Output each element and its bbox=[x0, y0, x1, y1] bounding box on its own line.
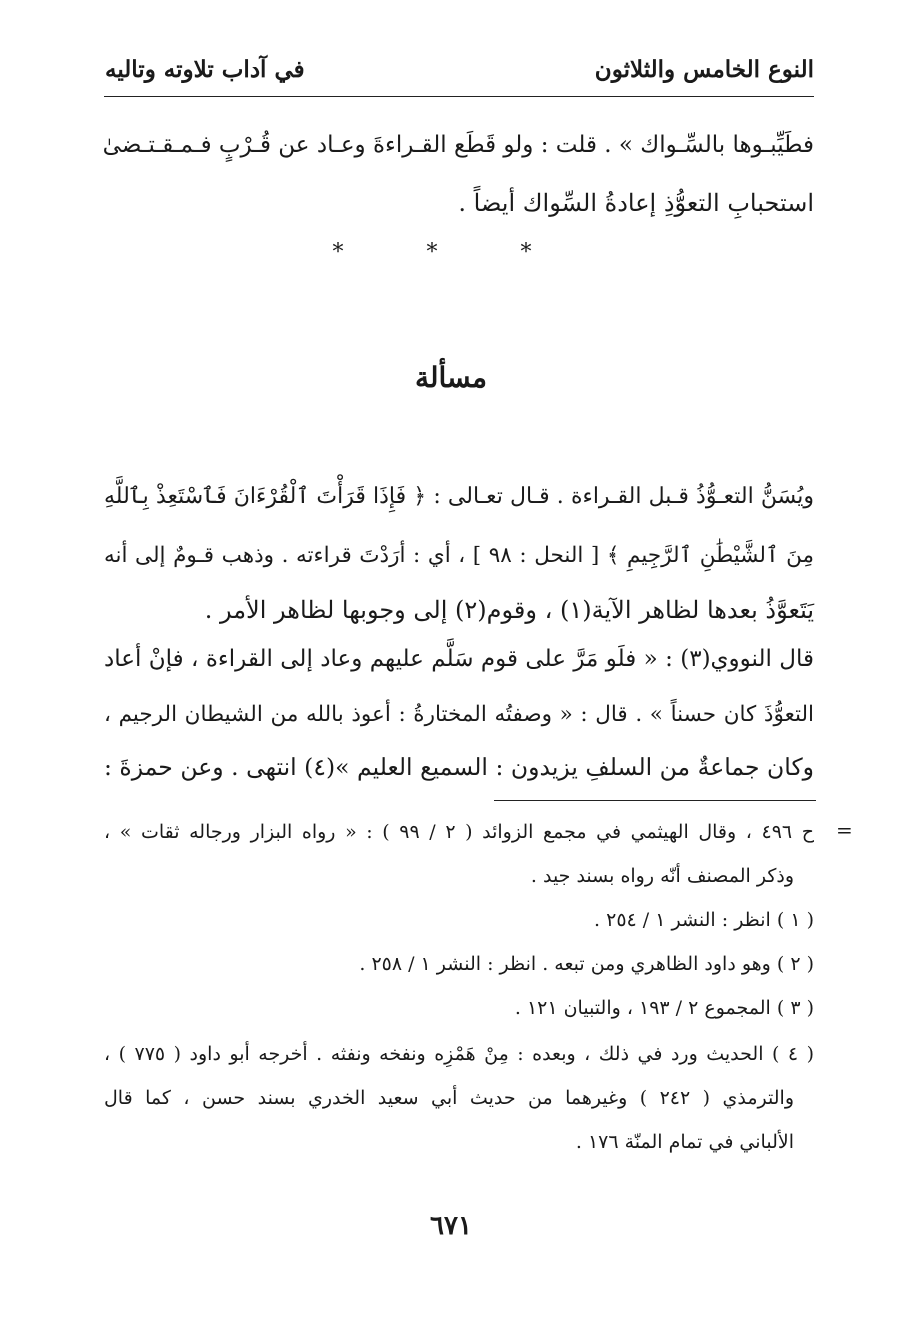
section-separator: * * * bbox=[332, 240, 570, 265]
footnote-item: ( ٢ ) وهو داود الظاهري ومن تبعه . انظر : النشر ١ / ٢٥٨ . bbox=[359, 953, 814, 975]
footnote-line: وذكر المصنف أنّه رواه بسند جيد . bbox=[530, 865, 794, 887]
footnote-divider bbox=[494, 800, 816, 801]
section-heading: مسألة bbox=[414, 361, 488, 394]
intro-line: فطَيِّبـوها بالسِّـواك » . قلت : ولو قَطَع القـراءةَ وعـاد عن قُـرْبٍ فـمـقـتـضىٰ bbox=[102, 132, 814, 158]
body-line: قال النووي(٣) : « فلَو مَرَّ على قوم سَلَّم عليهم وعاد إلى القراءة ، فإنْ أعاد bbox=[104, 646, 814, 672]
footnote-item-continued: الألباني في تمام المنّة ١٧٦ . bbox=[575, 1131, 794, 1153]
footnote-item-continued: والترمذي ( ٢٤٢ ) وغيرهما من حديث أبي سعيد الخدري بسند حسن ، كما قال bbox=[104, 1087, 794, 1109]
footnote-item: ( ١ ) انظر : النشر ١ / ٢٥٤ . bbox=[594, 909, 814, 931]
intro-line: استحبابِ التعوُّذِ إعادةُ السِّواك أيضاً . bbox=[458, 189, 814, 217]
body-line: مِنَ ٱلشَّيْطَٰنِ ٱلرَّجِيمِ ﴾ [ النحل : ٩٨ ] ، أي : أرَدْتَ قراءته . وذهب قـومٌ إلى أنه bbox=[104, 543, 814, 568]
running-header-topic: في آداب تلاوته وتاليه bbox=[105, 56, 305, 83]
footnote-line: ح ٤٩٦ ، وقال الهيثمي في مجمع الزوائد ( ٢ / ٩٩ ) : « رواه البزار ورجاله ثقات » ، bbox=[104, 821, 814, 843]
body-line: التعوُّذَ كان حسناً » . قال : « وصفتُه المختارةُ : أعوذ بالله من الشيطان الرجيم ، bbox=[104, 702, 814, 727]
footnote-item: ( ٣ ) المجموع ٢ / ١٩٣ ، والتبيان ١٢١ . bbox=[514, 997, 814, 1019]
page-number: ٦٧١ bbox=[430, 1211, 472, 1241]
footnote-continuation-mark: = bbox=[836, 818, 853, 842]
running-header-chapter: النوع الخامس والثلاثون bbox=[594, 56, 814, 83]
body-line: يَتَعوَّذُ بعدها لظاهر الآية(١) ، وقوم(٢) إلى وجوبها لظاهر الأمر . bbox=[204, 596, 814, 624]
footnote-item: ( ٤ ) الحديث ورد في ذلك ، وبعده : مِنْ هَمْزِه ونفخه ونفثه . أخرجه أبو داود ( ٧٧٥ ) ، bbox=[104, 1043, 814, 1065]
body-line: وكان جماعةٌ من السلفِ يزيدون : السميع العليم »(٤) انتهى . وعن حمزةَ : bbox=[104, 753, 815, 781]
body-line: ويُسَنُّ التعـوُّذُ قـبل القـراءة . قـال تعـالى : ﴿ فَإِذَا قَرَأْتَ ٱلْقُرْءَانَ فَٱسْتَعِذْ بِٱللَّهِ bbox=[104, 484, 814, 509]
header-divider bbox=[104, 96, 814, 97]
